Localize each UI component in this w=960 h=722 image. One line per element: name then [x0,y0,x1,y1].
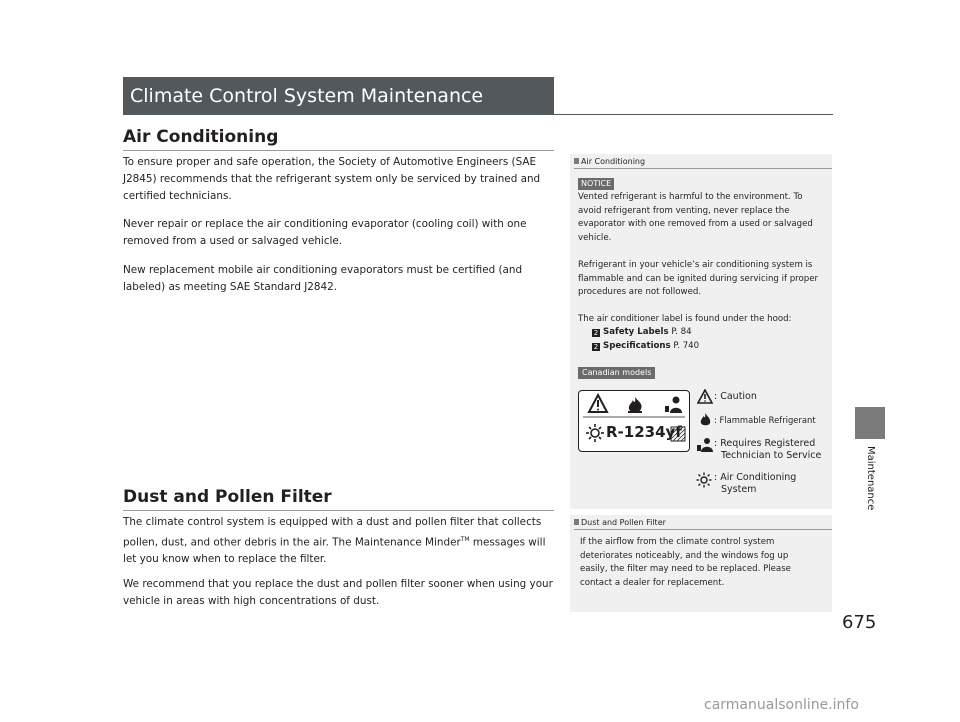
section-banner: Climate Control System Maintenance [123,77,554,115]
reference-arrow-icon: 2 [593,343,599,351]
chapter-tab-label: Maintenance [865,446,876,511]
ac-paragraph-1: To ensure proper and safe operation, the Society of Automotive Engineers (SAE J2845) recommends that the refrigerant system only be serviced by trained and certified technicians. [123,156,541,202]
dust-paragraph-1 [123,514,555,568]
dust-paragraph-2: We recommend that you replace the dust and pollen filter sooner when using your vehicle in areas with high concentrations of dust. [123,578,553,607]
chapter-tab-marker [855,407,885,439]
sidebar-dust-text: If the airflow from the climate control system deteriorates noticeably, and the windows fog up easily, the filter may need to be replaced. Please contact a dealer for replacement. [580,537,791,588]
legend-ac-line2: System [721,484,757,495]
refrigerant-label-illustration [578,390,690,452]
sidebar-ac-rule [574,168,832,169]
notice-text: Vented refrigerant is harmful to the environment. To avoid refrigerant from venting, never replace the evaporator with one removed from a used or salvaged vehicle. [578,192,813,243]
trademark-mark: TM [460,536,470,543]
ref-specifications[interactable] [592,340,699,354]
canadian-models-badge: Canadian models [578,367,655,379]
caution-icon [589,395,607,412]
technician-icon [697,437,713,453]
banner-rule [554,114,833,115]
sidebar-dust-heading [574,518,666,527]
air-conditioning-rule [123,150,554,151]
ref-title: Specifications [603,341,671,351]
sidebar-ac-heading-text: Air Conditioning [581,157,646,166]
flammable-text: Refrigerant in your vehicle’s air conditioning system is flammable and can be ignited during servicing if proper procedures are not followed. [578,260,819,297]
sidebar-ac-heading [574,157,645,166]
section-marker-icon [574,158,579,164]
sidebar-dust-heading-text: Dust and Pollen Filter [581,518,666,527]
dust-filter-heading: Dust and Pollen Filter [123,487,332,507]
dust-filter-rule [123,510,554,511]
watermark: carmanualsonline.info [704,697,859,713]
sidebar-dust-rule [574,529,832,530]
legend-registered-line1: : Requires Registered [714,438,816,449]
ref-title: Safety Labels [603,327,669,337]
legend-caution: : Caution [714,391,757,402]
dust-paragraph-1-post: messages will let you know when to replace the filter. [123,536,546,566]
dust-paragraph-1-pre: The climate control system is equipped with a dust and pollen filter that collects pollen, dust, and other debris in the air. The Maintenance Minder [123,516,542,549]
caution-icon [697,389,713,405]
air-conditioning-heading: Air Conditioning [123,127,279,147]
reference-arrow-icon: 2 [593,329,599,337]
ref-safety-labels[interactable] [592,326,692,340]
refrigerant-type-text: R-1234yf [606,423,682,441]
legend-registered-line2: Technician to Service [721,450,822,461]
legend-flammable: : Flammable Refrigerant [714,415,816,425]
notice-badge: NOTICE [578,178,614,190]
ac-paragraph-2: Never repair or replace the air conditioning evaporator (cooling coil) with one removed from a used or salvaged vehicle. [123,218,527,247]
ref-page: P. 740 [673,341,700,351]
label-location-text: The air conditioner label is found under the hood: [578,314,792,324]
section-marker-icon [574,519,579,525]
legend-ac-line1: : Air Conditioning [714,472,797,483]
technician-icon [665,397,682,414]
page-number: 675 [842,612,877,633]
ac-paragraph-3: New replacement mobile air conditioning evaporators must be certified (and labeled) as meeting SAE Standard J2842. [123,264,523,293]
flame-icon [699,412,712,427]
flame-icon [628,397,642,413]
ac-system-icon [586,424,604,442]
label-symbols [579,391,689,451]
ac-system-icon [696,472,712,488]
ref-page: P. 84 [671,327,692,337]
